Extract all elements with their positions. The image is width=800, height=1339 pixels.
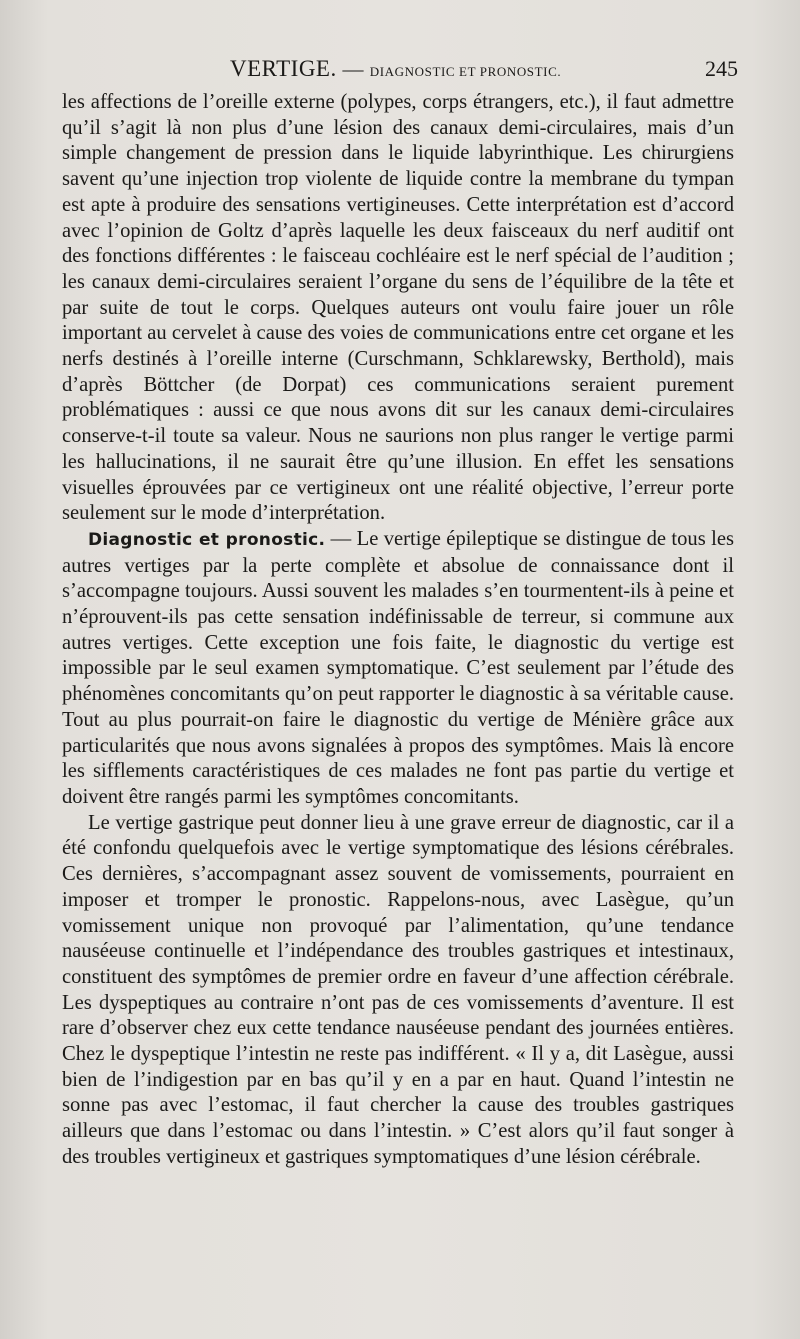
paragraph-diagnostic-body: — Le vertige épileptique se distingue de tous les autres vertiges par la perte complète et absolue de connaissance dont il s’accompagne toujours. Aussi souvent les malades s’en tourmentent-ils à peine et n’éprouvent-ils pas cette sensation indéfinissable de terreur, si commune aux autres vertiges. Cette exception une fois faite, le diagnostic du vertige est impossible par le seul examen symptomatique. C’est seulement par l’étude des phénomènes concomitants qu’on peut rapporter le diagnostic à sa véritable cause. Tout au plus pourrait-on faire le diagnostic du vertige de Ménière grâce aux particularités que nous avons signalées à propos des symptômes. Mais là encore les sifflements caractéristiques de ces malades ne font pas partie du vertige et doivent être rangés parmi les symptômes concomitants. (62, 527, 734, 808)
paragraph-continuation: les affections de l’oreille externe (polypes, corps étrangers, etc.), il faut admettre qu’il s’agit là non plus d’une lésion des canaux demi-circulaires, mais d’un simple changement de pression dans le liquide labyrinthique. Les chirurgiens savent qu’une injection trop violente de liquide contre la membrane du tympan est apte à produire des sensations vertigineuses. Cette interprétation est d’accord avec l’opinion de Goltz d’après laquelle les deux faisceaux du nerf auditif ont des fonctions différentes : le faisceau cochléaire est le nerf spécial de l’audition ; les canaux demi-circulaires seraient l’organe du sens de l’équilibre de la tête et par suite de tout le corps. Quelques auteurs ont voulu faire jouer un rôle important au cervelet à cause des voies de communications entre cet organe et les nerfs destinés à l’oreille interne (Curschmann, Schklarewsky, Berthold), mais d’après Böttcher (de Dorpat) ces communications seraient purement problématiques : aussi ce que nous avons dit sur les canaux demi-circulaires conserve-t-il toute sa valeur. Nous ne saurions non plus ranger le vertige parmi les hallucinations, il ne saurait être qu’une illusion. En effet les sensations visuelles éprouvées par ce vertigineux ont une réalité objective, l’erreur porte seulement sur le mode d’interprétation. (62, 91, 734, 525)
body-text (62, 90, 734, 1171)
running-title-dash: — (342, 57, 364, 81)
running-header (60, 56, 738, 90)
running-title (230, 56, 561, 82)
page-number: 245 (705, 56, 738, 81)
paragraph-diagnostic (62, 527, 734, 811)
paragraph-gastric-vertigo: Le vertige gastrique peut donner lieu à une grave erreur de diagnostic, car il a été confondu quelquefois avec le vertige symptomatique des lésions cérébrales. Ces dernières, s’accompagnant assez souvent de vomissements, pourraient en imposer et tromper le pronostic. Rappelons-nous, avec Lasègue, qu’un vomissement unique non provoqué par l’alimentation, qu’une tendance nauséeuse continuelle et l’indépendance des troubles gastriques et intestinaux, constituent des symptômes de premier ordre en faveur d’une affection cérébrale. Les dyspeptiques au contraire n’ont pas de ces vomissements d’aventure. Il est rare d’observer chez eux cette tendance nauséeuse pendant des journées entières. Chez le dyspeptique l’intestin ne reste pas indifférent. « Il y a, dit Lasègue, aussi bien de l’indigestion par en bas qu’il y en a par en haut. Quand l’intestin ne sonne pas avec l’estomac, il faut chercher la cause des troubles gastriques ailleurs que dans l’estomac ou dans l’intestin. » C’est alors qu’il faut songer à des troubles vertigineux et gastriques symptomatiques d’une lésion cérébrale. (62, 811, 734, 1168)
running-title-sub: DIAGNOSTIC ET PRONOSTIC. (369, 64, 562, 79)
running-title-main: VERTIGE. (230, 56, 337, 81)
section-heading: Diagnostic et pronostic. (88, 529, 326, 550)
